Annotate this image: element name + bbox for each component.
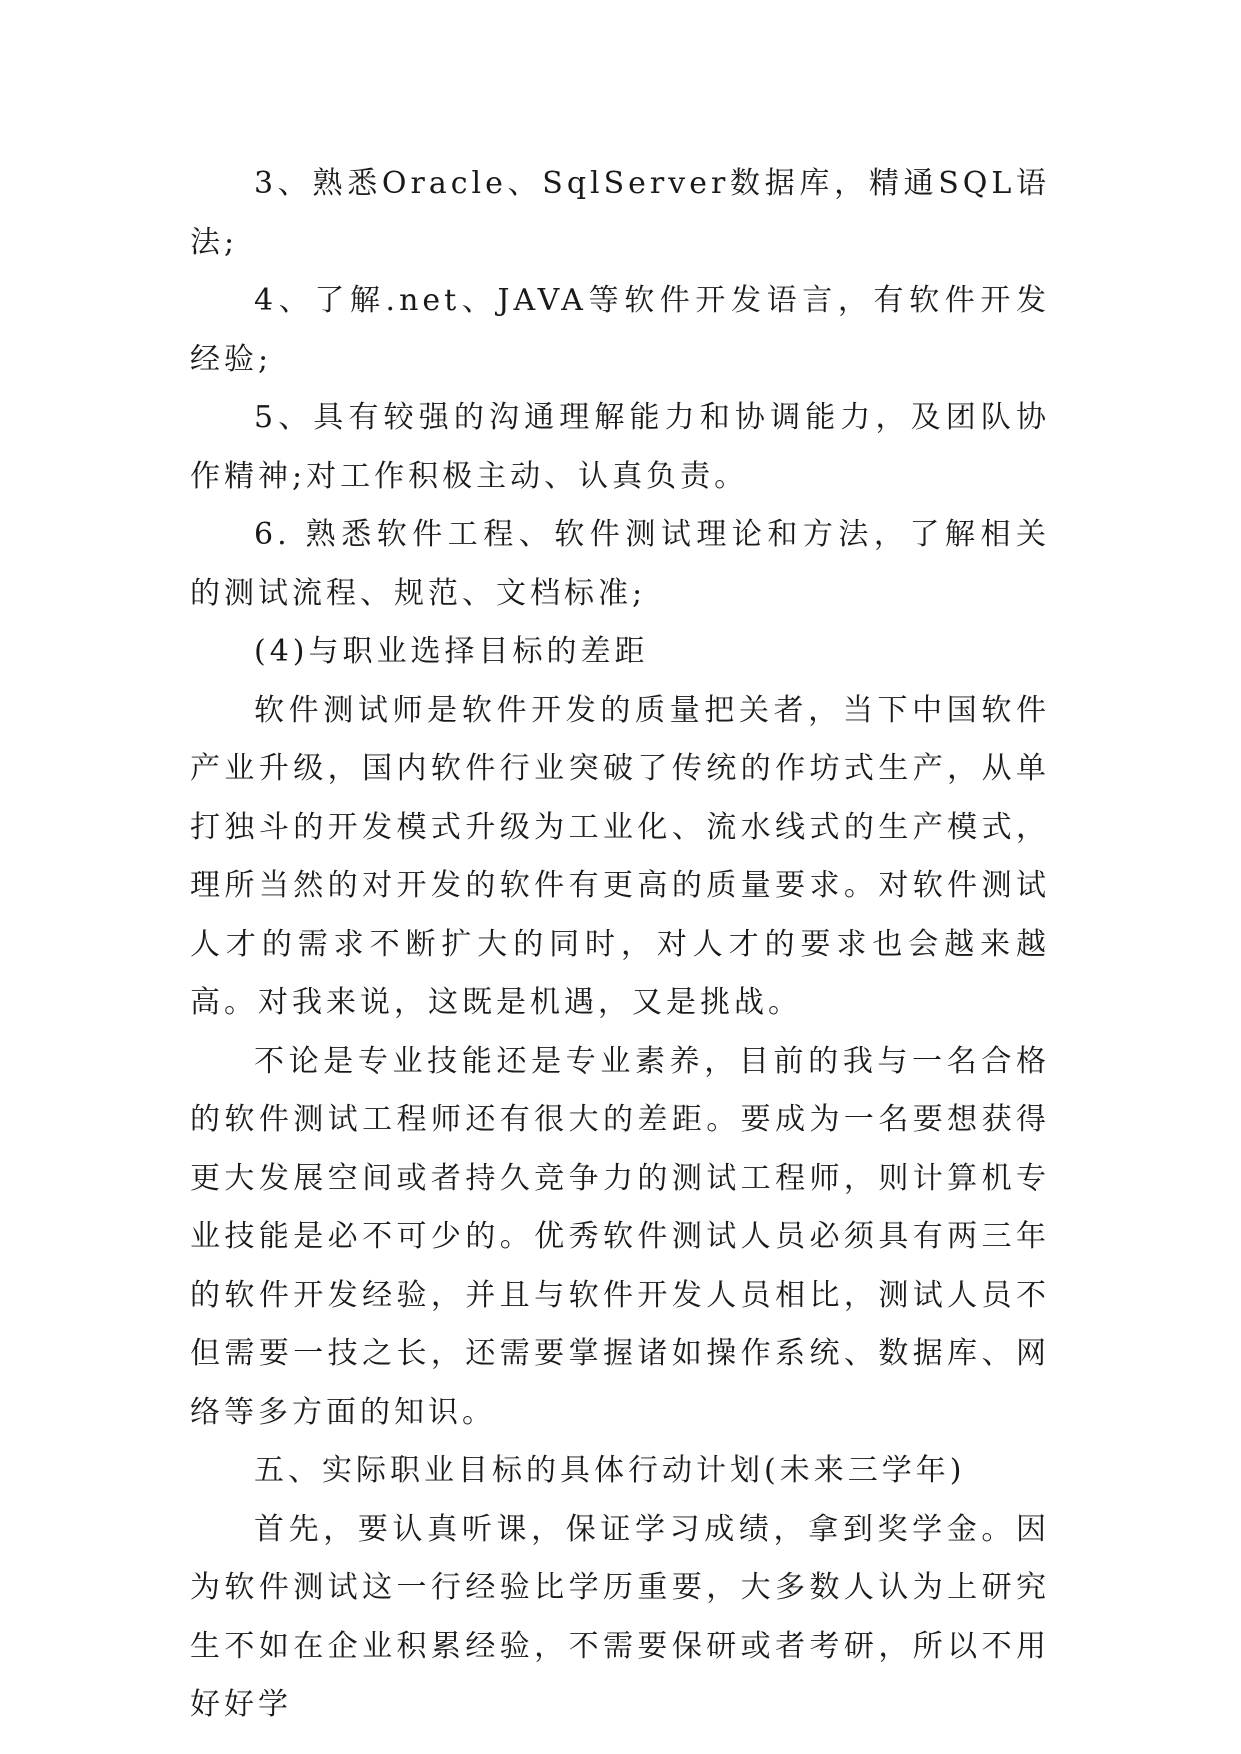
section-heading-gap: (4)与职业选择目标的差距 — [254, 634, 649, 669]
paragraph-study-plan: 首先，要认真听课，保证学习成绩，拿到奖学金。因为软件测试这一行经验比学历重要，大多数人认为上研究生不如在企业积累经验，不需要保研或者考研，所以不用好好学 — [190, 1511, 1050, 1722]
document-body — [190, 155, 1050, 1735]
paragraph-skill-gap: 不论是专业技能还是专业素养，目前的我与一名合格的软件测试工程师还有很大的差距。要成为一名要想获得更大发展空间或者持久竞争力的测试工程师，则计算机专业技能是必不可少的。优秀软件测试人员必须具有两三年的软件开发经验，并且与软件开发人员相比，测试人员不但需要一技之长，还需要掌握诸如操作系统、数据库、网络等多方面的知识。 — [190, 1043, 1050, 1430]
paragraph-skill-6: 6. 熟悉软件工程、软件测试理论和方法，了解相关的测试流程、规范、文档标准; — [190, 517, 1050, 611]
paragraph-skill-4: 4、了解.net、JAVA等软件开发语言，有软件开发经验; — [190, 283, 1050, 377]
paragraph-skill-3: 3、熟悉Oracle、SqlServer数据库，精通SQL语法; — [190, 166, 1050, 260]
section-heading-action-plan: 五、实际职业目标的具体行动计划(未来三学年) — [254, 1453, 966, 1488]
paragraph-skill-5: 5、具有较强的沟通理解能力和协调能力，及团队协作精神;对工作积极主动、认真负责。 — [190, 400, 1050, 494]
paragraph-tester-role: 软件测试师是软件开发的质量把关者，当下中国软件产业升级，国内软件行业突破了传统的作坊式生产，从单打独斗的开发模式升级为工业化、流水线式的生产模式，理所当然的对开发的软件有更高的质量要求。对软件测试人才的需求不断扩大的同时，对人才的要求也会越来越高。对我来说，这既是机遇，又是挑战。 — [190, 692, 1050, 1020]
